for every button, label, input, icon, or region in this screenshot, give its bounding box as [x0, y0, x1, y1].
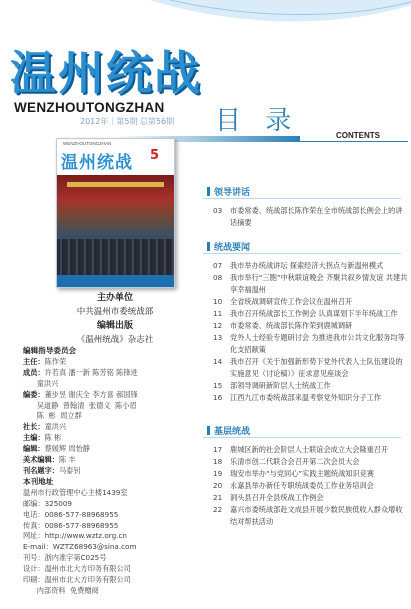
toc-entry-title: 我市举行“三胞”中秋联谊晚会 齐聚共叙乡情友谊 共建共享幸福温州	[230, 273, 408, 294]
toc-page-number: 15	[213, 381, 223, 390]
toc-page-number: 10	[213, 297, 223, 306]
toc-section-title: 基层统战	[214, 427, 251, 437]
publisher-block	[0, 291, 230, 347]
info-label: 美术编辑：	[23, 455, 59, 465]
info-value: 陈 丰	[58, 455, 76, 465]
toc-page-number: 18	[213, 457, 223, 466]
toc-page-number: 19	[213, 469, 223, 478]
toc-entry-title: 我市召开《关于加强新形势下党外代表人士队伍建设的实施意见（讨论稿）》征求意见座谈会	[230, 357, 403, 378]
section-divider	[203, 198, 401, 199]
toc-page-number: 13	[213, 333, 223, 342]
info-line: 编辑指导委员会	[23, 346, 77, 355]
info-line	[23, 390, 209, 401]
toc-list	[213, 205, 408, 229]
toc-section-title: 统战要闻	[214, 243, 251, 253]
info-line	[23, 357, 209, 368]
toc-entry-title: 市委常委、统战部长陈作荣到鹿城调研	[230, 321, 353, 330]
toc-page-number: 14	[213, 357, 223, 366]
info-line	[23, 433, 209, 444]
toc-entry-title: 江西九江市委统战部来温考察党外知识分子工作	[230, 393, 381, 402]
toc-entry[interactable]	[213, 444, 408, 456]
section-marker-icon	[207, 187, 210, 196]
masthead-info	[23, 346, 209, 597]
toc-entry[interactable]	[213, 260, 408, 272]
info-line: 刊号：浙内准字第C025号	[23, 553, 107, 563]
info-line: 陈 彬 周立群	[23, 411, 82, 421]
toc-page-number: 21	[213, 493, 223, 502]
toc-entry[interactable]	[213, 320, 408, 332]
toc-list	[213, 260, 408, 404]
info-value: 蔡媛辉 周怡静	[44, 444, 90, 454]
toc-entry[interactable]	[213, 468, 408, 480]
toc-entry[interactable]	[213, 205, 408, 229]
toc-entry[interactable]	[213, 272, 408, 296]
toc-page-number: 12	[213, 321, 223, 330]
info-line: 本刊地址	[23, 476, 54, 486]
toc-page-number: 16	[213, 393, 223, 402]
section-divider	[203, 253, 401, 254]
toc-entry-title: 永嘉县举办新任专职统战委员工作业务培训会	[230, 481, 374, 490]
section-marker-icon	[207, 426, 210, 435]
header-rule-thin	[300, 141, 408, 142]
info-line: 传真：0086-577-88968955	[23, 520, 119, 530]
info-line: 温州市行政管理中心主楼1439室	[23, 487, 128, 497]
info-value: 许若真 潘一新 陈芳铭 陈锋进	[44, 367, 138, 377]
info-label: 主编：	[23, 433, 45, 443]
cover-stage-banner	[67, 182, 164, 187]
info-line	[23, 455, 209, 466]
info-line: 内部资料 免费赠阅	[23, 585, 99, 595]
magazine-brand-pinyin: WENZHOUTONGZHAN	[14, 100, 165, 115]
toc-entry-title: 鹿城区新的社会阶层人士联谊会成立大会隆重召开	[230, 445, 389, 454]
info-value: 马泰钊	[58, 465, 81, 475]
magazine-brand-title: 温州统战	[10, 46, 202, 100]
toc-entry[interactable]	[213, 356, 408, 380]
toc-entry-title: 嘉兴市委统战部赴文成县开展少数民族低收入群众增收结对帮扶活动	[230, 505, 403, 526]
toc-entry[interactable]	[213, 480, 408, 492]
toc-title: 目 录	[215, 106, 300, 136]
info-line: E-mail：WZTZ68963@sina.com	[23, 542, 137, 552]
toc-page-number: 08	[213, 273, 223, 282]
toc-section-title: 领导讲话	[214, 188, 251, 198]
info-value: 陈 彬	[44, 433, 62, 443]
toc-page-number: 03	[213, 206, 223, 215]
info-label: 刊名题字：	[23, 465, 59, 475]
toc-entry-title: 全省统战调研宣传工作会议在温州召开	[230, 297, 353, 306]
info-line: 网址：http://www.wztz.org.cn	[23, 531, 127, 541]
toc-title-en: CONTENTS	[336, 131, 380, 140]
cover-bottom-strip	[57, 275, 174, 287]
info-line: 邮编：325009	[23, 498, 73, 508]
issue-line: 2012年｜第5期 总第56期	[80, 117, 175, 126]
info-line: 设计：温州市北大方印务有限公司	[23, 564, 131, 574]
info-label: 成员：	[23, 367, 45, 377]
info-line: 吴道静 曾翰清 张德义 陈小眉	[23, 400, 137, 410]
editor-name: 《温州统战》杂志社	[76, 335, 154, 345]
toc-entry[interactable]	[213, 380, 408, 392]
toc-entry[interactable]	[213, 308, 408, 320]
cover-pinyin: WENZHOUTONGZHAN	[63, 141, 112, 146]
info-line	[23, 422, 209, 433]
info-value: 童洪兴	[44, 422, 67, 432]
info-line: 印刷：温州市北大方印务有限公司	[23, 575, 131, 585]
toc-entry-title: 我市举办统战讲坛 探索经济大拐点与新温州模式	[230, 261, 384, 270]
info-value: 陈作荣	[44, 356, 67, 366]
toc-entry-title: 市委常委、统战部长陈作荣在全市统战部长例会上的讲话摘要	[230, 206, 403, 227]
info-line: 童洪兴	[23, 378, 59, 388]
toc-entry[interactable]	[213, 456, 408, 468]
toc-page-number: 11	[213, 309, 223, 318]
toc-entry-title: 洞头县召开全县统战工作例会	[230, 493, 324, 502]
toc-section-heading	[207, 424, 250, 437]
toc-list	[213, 444, 408, 528]
toc-entry-title: 瑞安市举办“与党同心”实践主题统战知识竞赛	[230, 469, 375, 478]
info-label: 社长：	[23, 422, 45, 432]
toc-section-heading	[207, 240, 250, 253]
info-line	[23, 466, 209, 477]
toc-entry[interactable]	[213, 332, 408, 356]
toc-entry-title: 部领导调研新阶层人士统战工作	[230, 381, 331, 390]
info-label: 主任：	[23, 356, 45, 366]
editor-label: 编辑出版	[96, 321, 133, 331]
cover-issue-number: 5	[150, 148, 160, 163]
toc-entry[interactable]	[213, 296, 408, 308]
cover-brand: 温州统战	[61, 153, 133, 173]
toc-section-heading	[207, 185, 250, 198]
toc-entry[interactable]	[213, 492, 408, 504]
host-name: 中共温州市委统战部	[76, 307, 154, 317]
info-label: 编辑：	[23, 444, 45, 454]
toc-entry-title: 党外人士经验专题研讨会 为推进我市公共文化服务均等化支招献策	[230, 333, 405, 354]
toc-page-number: 20	[213, 481, 223, 490]
toc-entry-title: 我市召开统战部长工作例会 认真谋划下半年统战工作	[230, 309, 398, 318]
toc-page-number: 22	[213, 505, 223, 514]
section-marker-icon	[207, 242, 210, 251]
info-line	[23, 368, 209, 379]
toc-page-number: 07	[213, 261, 223, 270]
toc-entry[interactable]	[213, 504, 408, 528]
host-label: 主办单位	[96, 293, 133, 303]
cover-thumbnail	[56, 138, 175, 288]
toc-entry-title: 乐清市创二代联合会召开第二次会员大会	[230, 457, 360, 466]
toc-page-number: 17	[213, 445, 223, 454]
toc-entry[interactable]	[213, 392, 408, 404]
info-label: 编委：	[23, 389, 45, 399]
info-line: 电话：0086-577-88968955	[23, 509, 119, 519]
info-line	[23, 444, 209, 455]
section-divider	[203, 437, 401, 438]
info-value: 董步昱 谢庆全 李方喜 郝国锋	[44, 389, 138, 399]
